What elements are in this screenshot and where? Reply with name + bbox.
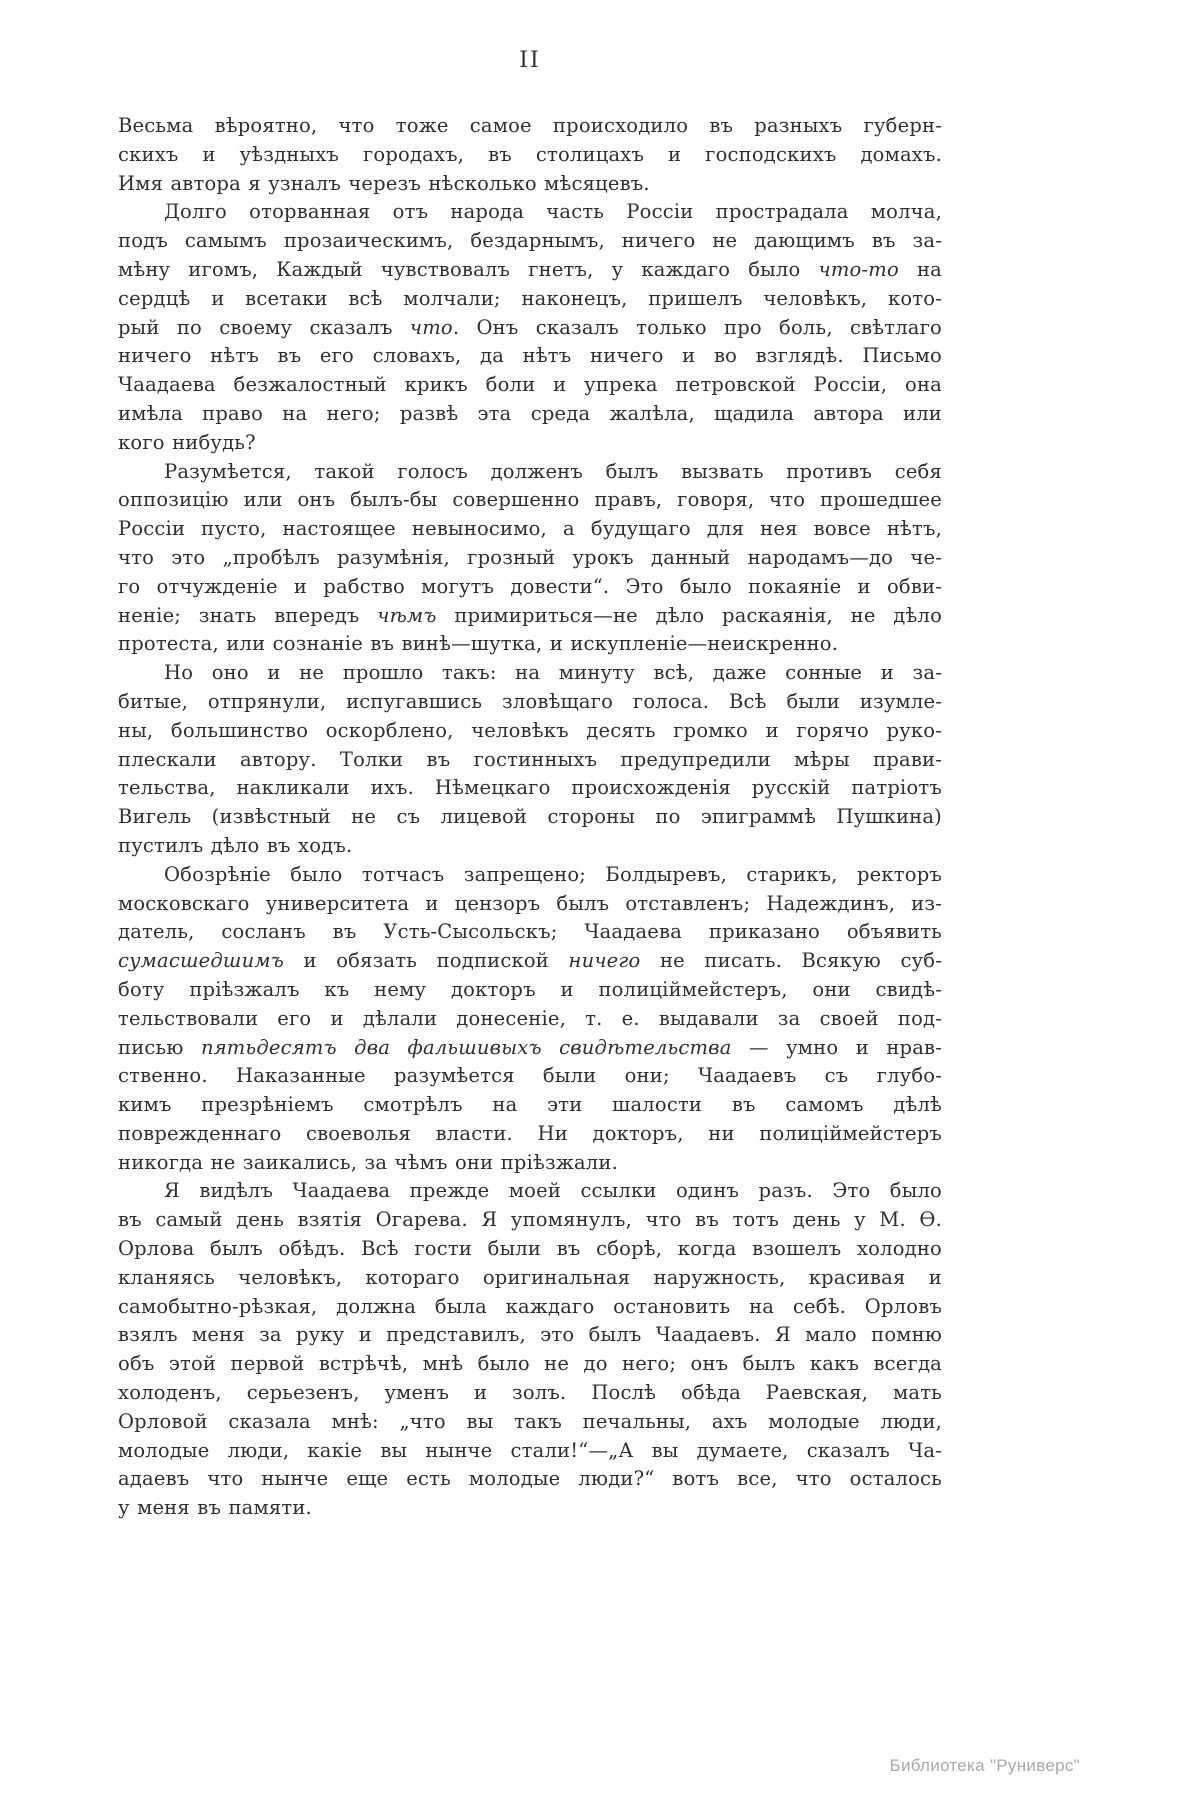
body-text: . Онъ сказалъ только про боль, свѣтлаго: [452, 315, 942, 339]
paragraph: [118, 659, 942, 861]
body-text: Чаадаева безжалостный крикъ боли и упрека петровской Россіи, она: [118, 373, 942, 397]
text-line: [118, 630, 942, 659]
text-line: [118, 1264, 942, 1293]
page-number: II: [519, 48, 541, 73]
text-line: [118, 429, 942, 458]
body-text: го отчужденіе и рабство могутъ довести“. Это было покаяніе и обви-: [118, 574, 942, 598]
body-text: Орловой сказала мнѣ: „что вы такъ печальны, ахъ молодые люди,: [118, 1409, 942, 1433]
body-text: Имя автора я узналъ черезъ нѣсколько мѣсяцевъ.: [118, 171, 650, 195]
body-text: примириться—не дѣло раскаянія, не дѣло: [436, 603, 943, 627]
text-line: [118, 688, 942, 717]
library-watermark: Библиотека "Руниверс": [889, 1756, 1080, 1775]
text-line: [118, 659, 942, 688]
body-text: тельствовали его и дѣлали донесеніе, т. е. выдавали за своей под-: [118, 1006, 942, 1030]
text-line: [118, 1149, 942, 1178]
body-text: ственно. Наказанные разумѣется были они; Чаадаевъ съ глубо-: [118, 1064, 942, 1088]
text-line: [118, 1206, 942, 1235]
italic-text: пятьдесятъ два фальшивыхъ свидѣтельства: [200, 1035, 732, 1059]
body-text: имѣла право на него; развѣ эта среда жалѣла, щадила автора или: [118, 401, 942, 425]
text-line: [118, 458, 942, 487]
text-line: [118, 1235, 942, 1264]
body-text: Но оно и не прошло такъ: на минуту всѣ, даже сонные и за-: [164, 661, 942, 685]
body-text: рый по своему сказалъ: [118, 315, 410, 339]
text-line: [118, 803, 942, 832]
body-text: оппозицію или онъ былъ-бы совершенно правъ, говоря, что прошедшее: [118, 488, 942, 512]
italic-text: сумасшедшимъ: [118, 949, 284, 973]
text-line: [118, 141, 942, 170]
body-text: холоденъ, серьезенъ, уменъ и золъ. Послѣ обѣда Раевская, мать: [118, 1381, 942, 1405]
text-line: [118, 285, 942, 314]
body-text: ны, большинство оскорблено, человѣкъ десять громко и горячо руко-: [118, 718, 942, 742]
body-text: мѣну игомъ, Каждый чувствовалъ гнетъ, у каждаго было: [118, 257, 819, 281]
text-line: [118, 890, 942, 919]
body-text: что это „пробѣлъ разумѣнія, грозный урокъ данный народамъ—до че-: [118, 545, 942, 569]
text-line: [118, 227, 942, 256]
text-line: [118, 1005, 942, 1034]
text-line: [118, 602, 942, 631]
italic-text: что: [409, 315, 453, 339]
body-text: боту пріѣзжалъ къ нему докторъ и полиціймейстеръ, они свидѣ-: [118, 977, 942, 1001]
text-line: [118, 1120, 942, 1149]
body-text: Долго оторванная отъ народа часть Россіи прострадала молча,: [164, 200, 942, 224]
body-text: Весьма вѣроятно, что тоже самое происходило въ разныхъ губерн-: [118, 114, 942, 137]
body-text: въ самый день взятія Огарева. Я упомянулъ, что въ тотъ день у М. Ѳ.: [118, 1208, 942, 1232]
text-line: [118, 112, 942, 141]
italic-text: что-то: [818, 257, 899, 281]
body-text: Я видѣлъ Чаадаева прежде моей ссылки одинъ разъ. Это было: [164, 1179, 942, 1203]
text-line: [118, 486, 942, 515]
body-text: адаевъ что нынче еще есть молодые люди?“ вотъ все, что осталось: [118, 1467, 942, 1491]
paragraph: [118, 112, 942, 198]
text-line: [118, 976, 942, 1005]
text-line: [118, 1408, 942, 1437]
body-text: скихъ и уѣздныхъ городахъ, въ столицахъ и господскихъ домахъ.: [118, 142, 942, 166]
body-text: кого нибудь?: [118, 430, 256, 454]
text-line: [118, 342, 942, 371]
body-text: Россіи пусто, настоящее невыносимо, а будущаго для нея вовсе нѣтъ,: [118, 517, 942, 541]
italic-text: чѣмъ: [377, 603, 437, 627]
text-line: [118, 1437, 942, 1466]
text-line: [118, 746, 942, 775]
body-text: взялъ меня за руку и представилъ, это былъ Чаадаевъ. Я мало помню: [118, 1323, 942, 1347]
body-text: объ этой первой встрѣчѣ, мнѣ было не до него; онъ былъ какъ всегда: [118, 1352, 942, 1376]
text-line: [118, 1062, 942, 1091]
text-line: [118, 371, 942, 400]
text-line: [118, 918, 942, 947]
text-line: [118, 170, 942, 199]
body-text: кланяясь человѣкъ, котораго оригинальная наружность, красивая и: [118, 1265, 942, 1289]
text-line: [118, 947, 942, 976]
text-line: [118, 717, 942, 746]
body-text: молодые люди, какіе вы нынче стали!“—„А вы думаете, сказалъ Ча-: [118, 1438, 942, 1462]
body-text: Обозрѣніе было тотчасъ запрещено; Болдыревъ, старикъ, ректоръ: [164, 862, 942, 886]
body-text: датель, сосланъ въ Усть-Сысольскъ; Чаадаева приказано объявить: [118, 920, 942, 944]
body-text: протеста, или сознаніе въ винѣ—шутка, и искупленіе—неискренно.: [118, 632, 839, 656]
body-text: самобытно-рѣзкая, должна была каждаго остановить на себѣ. Орловъ: [118, 1294, 942, 1318]
text-line: [118, 1177, 942, 1206]
body-text: битые, отпрянули, испугавшись зловѣщаго голоса. Всѣ были изумле-: [118, 689, 942, 713]
body-text: поврежденнаго своеволья власти. Ни докторъ, ни полиціймейстеръ: [118, 1121, 942, 1145]
italic-text: ничего: [568, 949, 641, 973]
body-text: Вигель (извѣстный не съ лицевой стороны по эпиграммѣ Пушкина): [118, 805, 942, 829]
body-text: и обязать подпиской: [283, 949, 569, 973]
body-text: никогда не заикались, за чѣмъ они пріѣзжали.: [118, 1150, 618, 1174]
body-text: тельства, накликали ихъ. Нѣмецкаго происхожденія русскій патріотъ: [118, 776, 942, 800]
paragraph: [118, 458, 942, 660]
text-line: [118, 544, 942, 573]
body-text: сердцѣ и всетаки всѣ молчали; наконецъ, пришелъ человѣкъ, кото-: [118, 286, 942, 310]
paragraph: [118, 1177, 942, 1523]
text-line: [118, 1034, 942, 1063]
text-line: [118, 1350, 942, 1379]
body-text: у меня въ памяти.: [118, 1496, 312, 1520]
body-text: пустилъ дѣло въ ходъ.: [118, 833, 353, 857]
text-line: [118, 1494, 942, 1523]
text-line: [118, 1379, 942, 1408]
body-text: плескали автору. Толки въ гостинныхъ предупредили мѣры прави-: [118, 747, 942, 771]
text-line: [118, 1321, 942, 1350]
body-text: не писать. Всякую суб-: [640, 949, 942, 973]
text-line: [118, 573, 942, 602]
text-line: [118, 1465, 942, 1494]
body-text: неніе; знать впередъ: [118, 603, 378, 627]
body-text: московскаго университета и цензоръ былъ отставленъ; Надеждинъ, из-: [118, 891, 942, 915]
body-text: Орлова былъ обѣдъ. Всѣ гости были въ сборѣ, когда взошелъ холодно: [118, 1237, 942, 1261]
body-text: кимъ презрѣніемъ смотрѣлъ на эти шалости въ самомъ дѣлѣ: [118, 1093, 942, 1117]
text-line: [118, 1293, 942, 1322]
body-text: подъ самымъ прозаическимъ, бездарнымъ, ничего не дающимъ въ за-: [118, 229, 942, 253]
text-line: [118, 314, 942, 343]
text-line: [118, 256, 942, 285]
text-line: [118, 198, 942, 227]
body-text: на: [898, 257, 942, 281]
body-text: Разумѣется, такой голосъ долженъ былъ вызвать противъ себя: [164, 459, 942, 483]
body-text: ничего нѣтъ въ его словахъ, да нѣтъ ничего и во взглядѣ. Письмо: [118, 344, 942, 368]
text-line: [118, 515, 942, 544]
paragraph: [118, 861, 942, 1178]
text-line: [118, 861, 942, 890]
text-block: [118, 112, 942, 1523]
paragraph: [118, 198, 942, 457]
body-text: — умно и нрав-: [731, 1035, 942, 1059]
body-text: писью: [118, 1035, 201, 1059]
text-line: [118, 832, 942, 861]
text-line: [118, 774, 942, 803]
text-line: [118, 400, 942, 429]
text-line: [118, 1091, 942, 1120]
